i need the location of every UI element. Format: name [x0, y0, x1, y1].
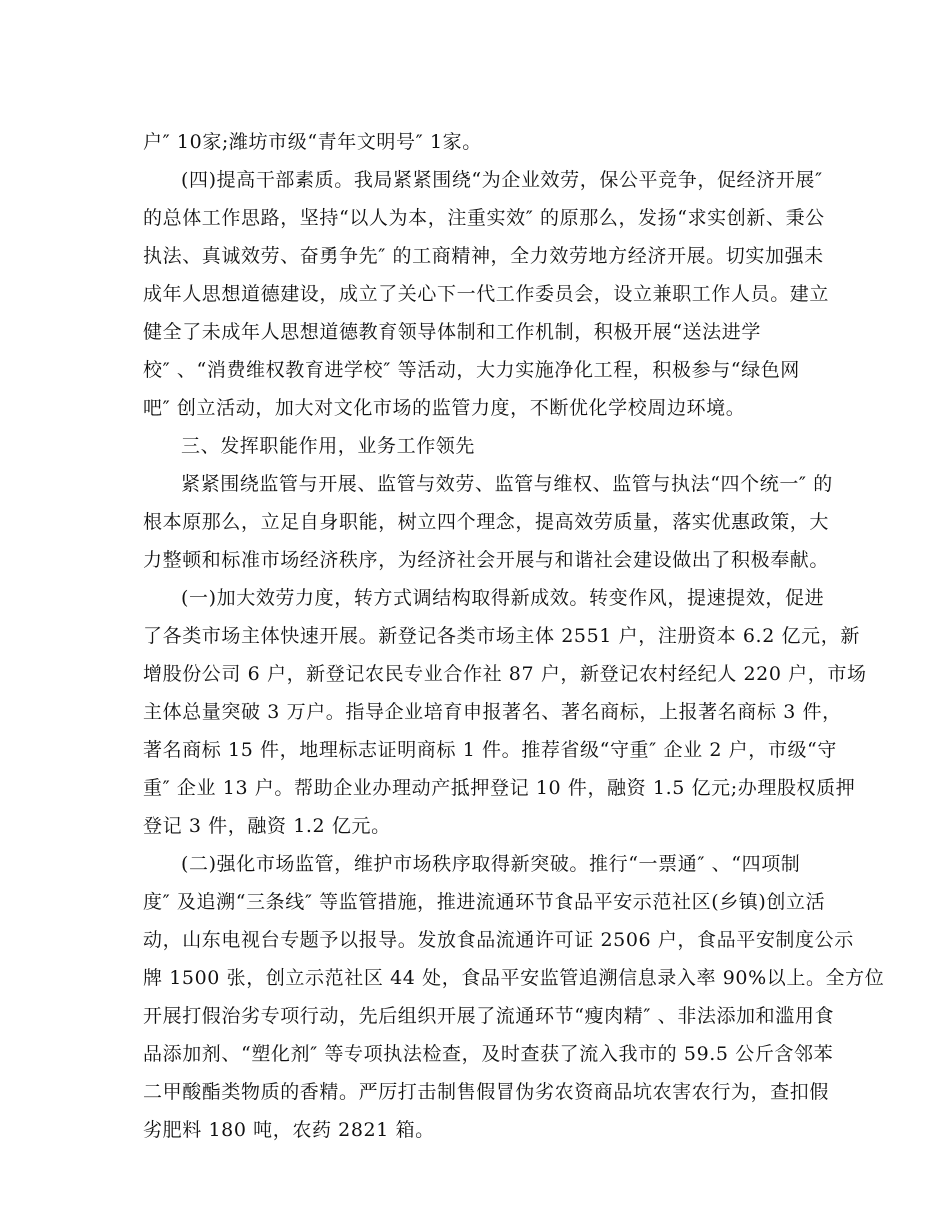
- text-line: 牌 1500 张，创立示范社区 44 处，食品平安监管追溯信息录入率 90%以上。全方位: [143, 967, 885, 989]
- text-line: (四)提高干部素质。我局紧紧围绕“为企业效劳，保公平竞争，促经济开展″: [181, 169, 823, 191]
- text-line: 根本原那么，立足自身职能，树立四个理念，提高效劳质量，落实优惠政策，大: [143, 511, 830, 533]
- text-line: 开展打假治劣专项行动，先后组织开展了流通环节“瘦肉精″ 、非法添加和滥用食: [143, 1005, 835, 1027]
- section-heading: 三、发挥职能作用，业务工作领先: [181, 435, 476, 457]
- text-line: 著名商标 15 件，地理标志证明商标 1 件。推荐省级“守重″ 企业 2 户，市级“守: [143, 739, 837, 761]
- text-line: 二甲酸酯类物质的香精。严厉打击制售假冒伪劣农资商品坑农害农行为，查扣假: [143, 1081, 830, 1103]
- text-line: 动，山东电视台专题予以报导。发放食品流通许可证 2506 户，食品平安制度公示: [143, 929, 854, 951]
- text-line: 的总体工作思路，坚持“以人为本，注重实效″ 的原那么，发扬“求实创新、秉公: [143, 207, 825, 229]
- text-line: 户″ 10家;潍坊市级“青年文明号″ 1家。: [143, 131, 482, 153]
- text-line: 紧紧围绕监管与开展、监管与效劳、监管与维权、监管与执法“四个统一″ 的: [181, 473, 833, 495]
- text-line: 了各类市场主体快速开展。新登记各类市场主体 2551 户，注册资本 6.2 亿元，新: [143, 625, 860, 647]
- text-line: 成年人思想道德建设，成立了关心下一代工作委员会，设立兼职工作人员。建立: [143, 283, 830, 305]
- text-line: 增股份公司 6 户，新登记农民专业合作社 87 户，新登记农村经纪人 220 户，市场: [143, 663, 867, 685]
- text-line: 执法、真诚效劳、奋勇争先″ 的工商精神，全力效劳地方经济开展。切实加强未: [143, 245, 824, 267]
- text-line: 品添加剂、“塑化剂″ 等专项执法检查，及时查获了流入我市的 59.5 公斤含邻苯: [143, 1043, 834, 1065]
- text-line: 力整顿和标准市场经济秩序，为经济社会开展与和谐社会建设做出了积极奉献。: [143, 549, 830, 571]
- text-line: (一)加大效劳力度，转方式调结构取得新成效。转变作风，提速提效，促进: [181, 587, 825, 609]
- text-line: 主体总量突破 3 万户。指导企业培育申报著名、著名商标，上报著名商标 3 件，: [143, 701, 842, 723]
- text-line: 重″ 企业 13 户。帮助企业办理动产抵押登记 10 件，融资 1.5 亿元;办理股权质押: [143, 777, 856, 799]
- text-line: (二)强化市场监管，维护市场秩序取得新突破。推行“一票通″ 、“四项制: [181, 853, 801, 875]
- text-line: 吧″ 创立活动，加大对文化市场的监管力度，不断优化学校周边环境。: [143, 397, 746, 419]
- text-line: 劣肥料 180 吨，农药 2821 箱。: [143, 1119, 435, 1141]
- text-line: 校″ 、“消费维权教育进学校″ 等活动，大力实施净化工程，积极参与“绿色网: [143, 359, 800, 381]
- text-line: 健全了未成年人思想道德教育领导体制和工作机制，积极开展“送法进学: [143, 321, 761, 343]
- text-line: 登记 3 件，融资 1.2 亿元。: [143, 815, 391, 837]
- text-line: 度″ 及追溯“三条线″ 等监管措施，推进流通环节食品平安示范社区(乡镇)创立活: [143, 891, 826, 913]
